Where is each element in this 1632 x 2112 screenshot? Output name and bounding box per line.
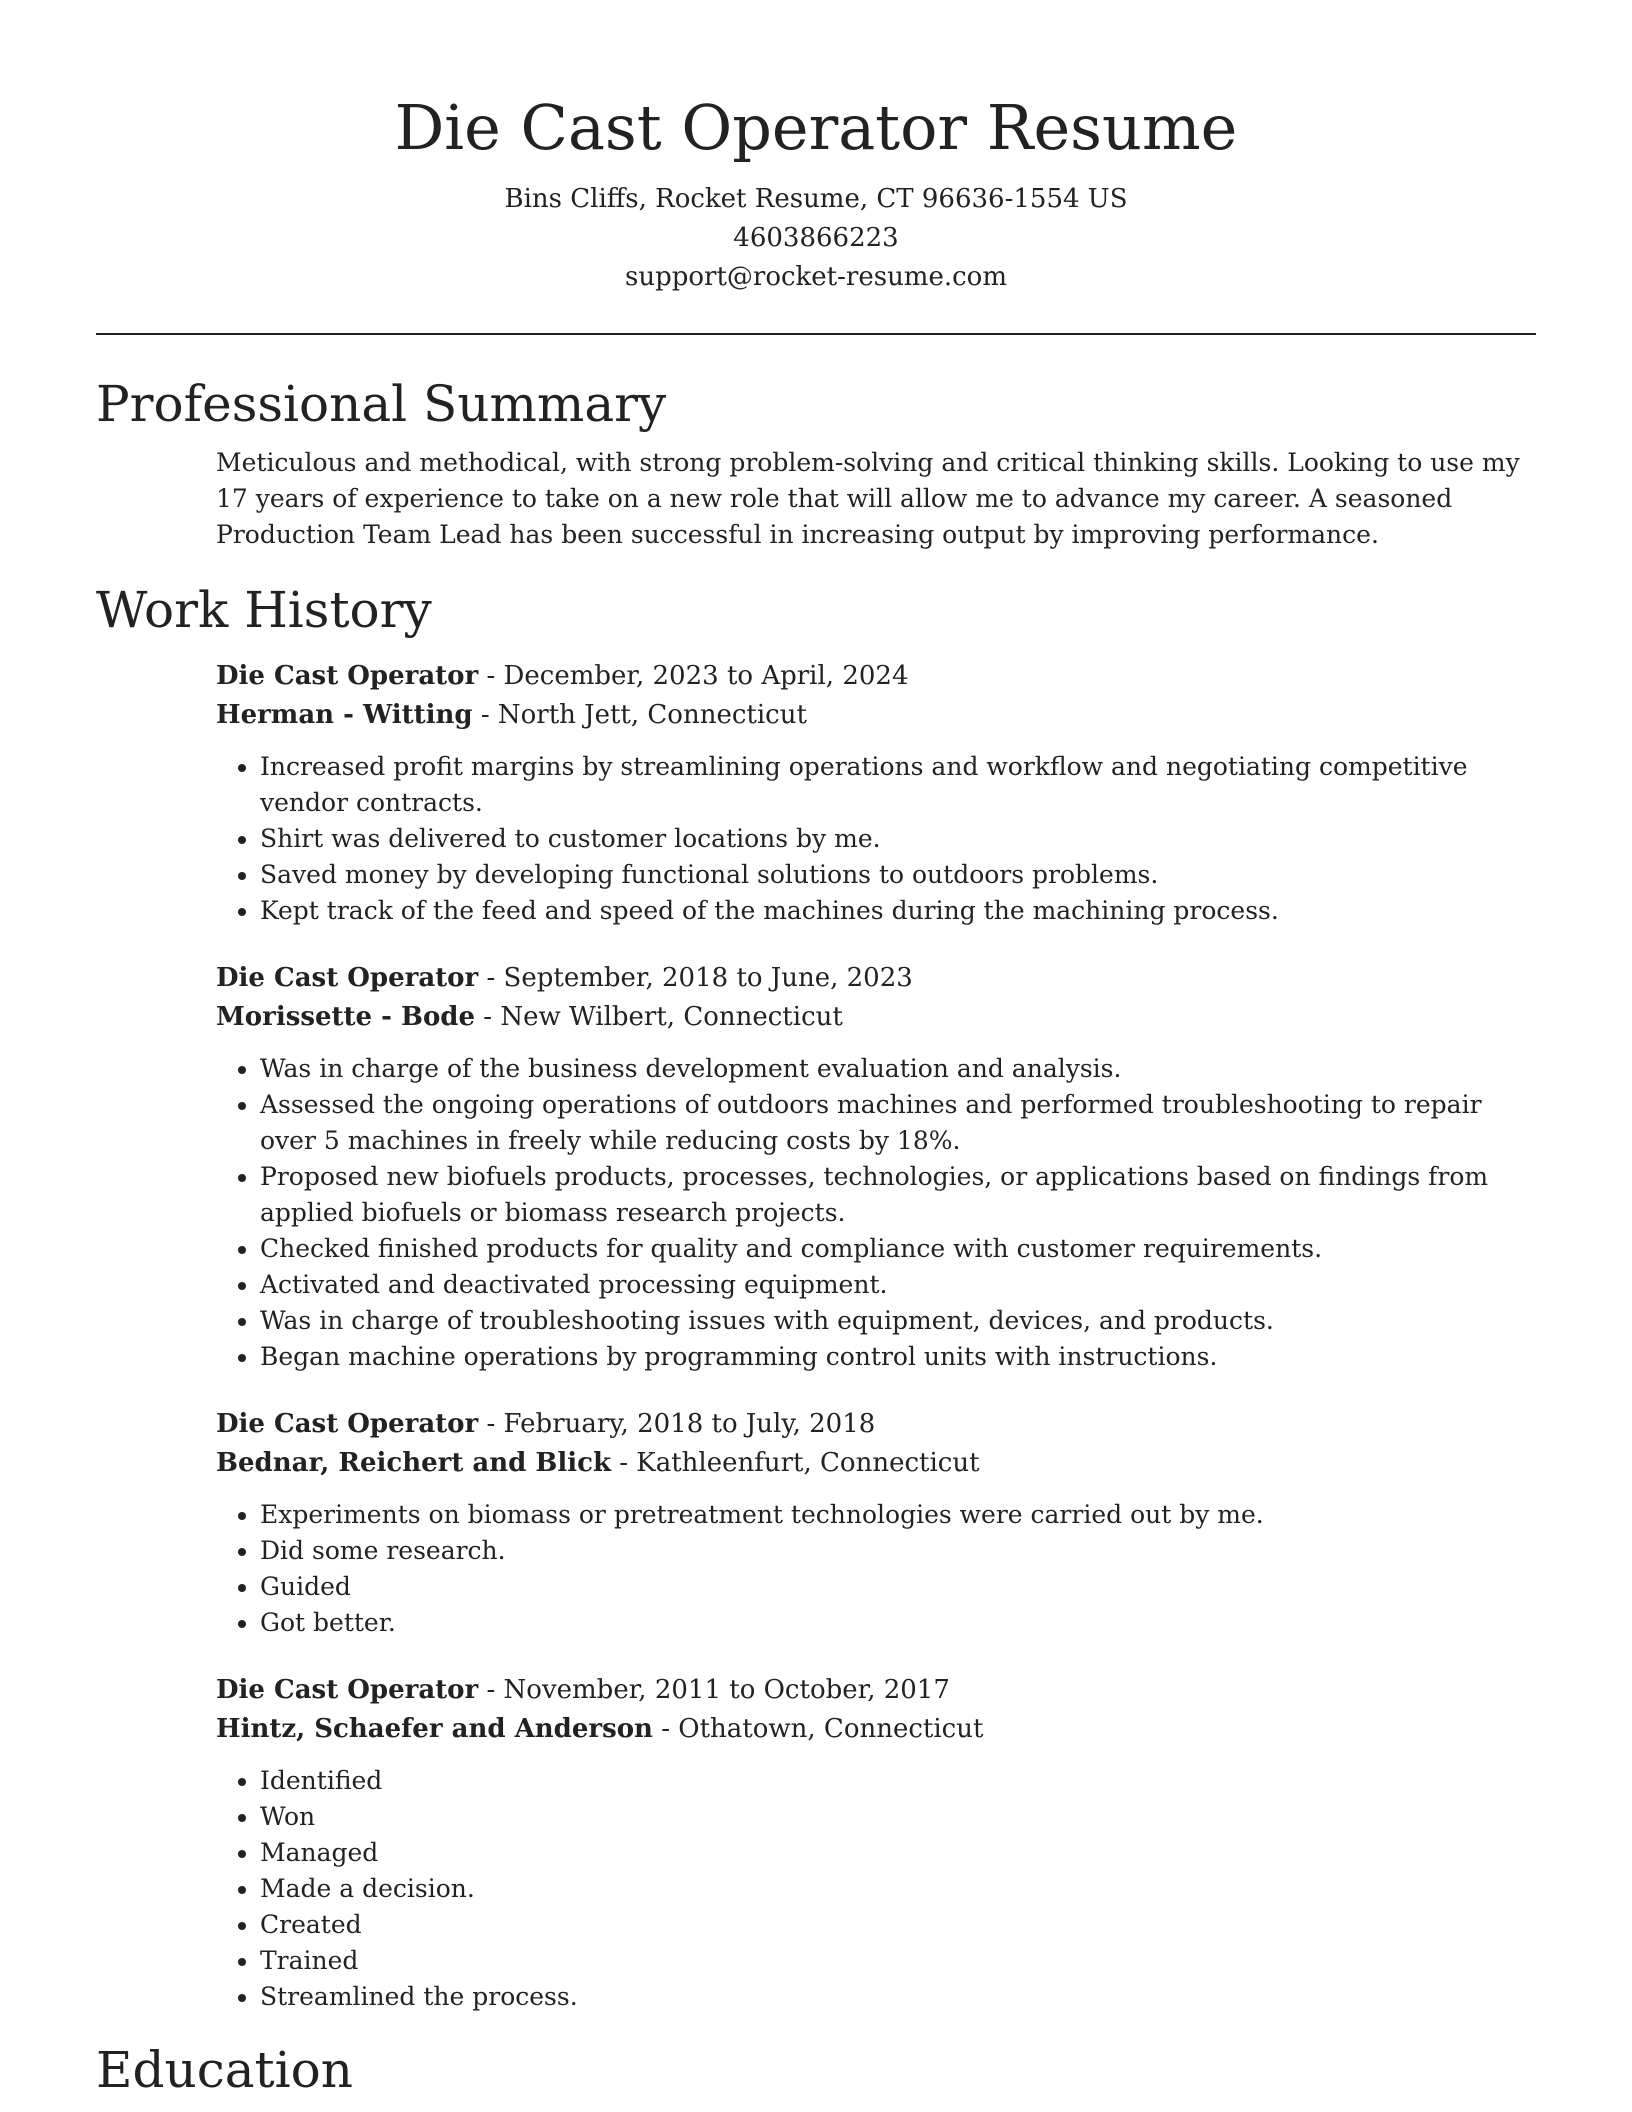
email: support@rocket-resume.com	[624, 262, 1007, 292]
job-location: - New Wilbert, Connecticut	[475, 1002, 843, 1032]
work-history-heading: Work History	[96, 581, 432, 639]
contact-info	[96, 180, 1536, 297]
job-dates: - September, 2018 to June, 2023	[478, 963, 913, 993]
address: Bins Cliffs, Rocket Resume, CT 96636-1554 US	[504, 184, 1128, 214]
summary-section	[96, 373, 1536, 553]
job-title-line	[216, 1671, 1536, 1710]
job-bullets	[216, 1497, 1536, 1641]
job-bullet: • Identified	[260, 1763, 1536, 1799]
job-entry	[216, 1671, 1536, 2015]
job-company-line	[216, 998, 1536, 1037]
job-title-line	[216, 1405, 1536, 1444]
job-bullet: • Got better.	[260, 1605, 1536, 1641]
job-bullet: • Increased profit margins by streamlining operations and workflow and negotiating competitive vendor contracts.	[260, 749, 1536, 821]
job-bullets	[216, 1051, 1536, 1375]
job-bullet: • Created	[260, 1907, 1536, 1943]
job-title-line	[216, 959, 1536, 998]
job-bullet: • Won	[260, 1799, 1536, 1835]
job-title-line	[216, 657, 1536, 696]
summary-text: Meticulous and methodical, with strong problem-solving and critical thinking skills. Looking to use my 17 years of experience to take on a new role that will allow me to advance my career. A seasoned Production Team Lead has been successful in increasing output by improving performance.	[216, 448, 1520, 549]
job-bullet: • Saved money by developing functional solutions to outdoors problems.	[260, 857, 1536, 893]
job-title: Die Cast Operator	[216, 963, 479, 993]
job-company: Hintz, Schaefer and Anderson	[216, 1714, 653, 1744]
job-dates: - December, 2023 to April, 2024	[478, 661, 909, 691]
job-company: Herman - Witting	[216, 700, 473, 730]
job-bullet: • Guided	[260, 1569, 1536, 1605]
job-dates: - November, 2011 to October, 2017	[478, 1675, 950, 1705]
job-company-line	[216, 1710, 1536, 1749]
education-section	[96, 2039, 1536, 2101]
job-location: - Othatown, Connecticut	[652, 1714, 984, 1744]
resume-header	[96, 0, 1536, 297]
job-bullet: • Did some research.	[260, 1533, 1536, 1569]
job-bullet: • Shirt was delivered to customer locations by me.	[260, 821, 1536, 857]
summary-heading: Professional Summary	[96, 375, 667, 433]
education-heading: Education	[96, 2041, 353, 2099]
job-company-line	[216, 696, 1536, 735]
job-bullet: • Experiments on biomass or pretreatment technologies were carried out by me.	[260, 1497, 1536, 1533]
job-entry	[216, 1405, 1536, 1641]
job-bullet: • Was in charge of troubleshooting issues with equipment, devices, and products.	[260, 1303, 1536, 1339]
job-list	[216, 657, 1536, 2015]
phone: 4603866223	[733, 223, 899, 253]
job-location: - Kathleenfurt, Connecticut	[610, 1448, 980, 1478]
job-bullets	[216, 749, 1536, 929]
document-title: Die Cast Operator Resume	[394, 91, 1238, 164]
job-title: Die Cast Operator	[216, 661, 479, 691]
job-bullet: • Made a decision.	[260, 1871, 1536, 1907]
job-entry	[216, 959, 1536, 1375]
resume-page	[96, 0, 1536, 2101]
job-title: Die Cast Operator	[216, 1409, 479, 1439]
job-dates: - February, 2018 to July, 2018	[478, 1409, 876, 1439]
job-bullet: • Streamlined the process.	[260, 1979, 1536, 2015]
job-bullet: • Trained	[260, 1943, 1536, 1979]
job-company-line	[216, 1444, 1536, 1483]
job-bullet: • Was in charge of the business development evaluation and analysis.	[260, 1051, 1536, 1087]
job-bullet: • Proposed new biofuels products, processes, technologies, or applications based on findings from applied biofuels or biomass research projects.	[260, 1159, 1536, 1231]
job-location: - North Jett, Connecticut	[472, 700, 807, 730]
job-company: Morissette - Bode	[216, 1002, 476, 1032]
job-entry	[216, 657, 1536, 929]
job-bullet: • Kept track of the feed and speed of the machines during the machining process.	[260, 893, 1536, 929]
job-company: Bednar, Reichert and Blick	[216, 1448, 611, 1478]
job-bullet: • Activated and deactivated processing equipment.	[260, 1267, 1536, 1303]
job-bullets	[216, 1763, 1536, 2015]
job-title: Die Cast Operator	[216, 1675, 479, 1705]
job-bullet: • Began machine operations by programming control units with instructions.	[260, 1339, 1536, 1375]
job-bullet: • Managed	[260, 1835, 1536, 1871]
header-divider	[96, 333, 1536, 335]
work-history-section	[96, 579, 1536, 2015]
job-bullet: • Assessed the ongoing operations of outdoors machines and performed troubleshooting to repair over 5 machines in freely while reducing costs by 18%.	[260, 1087, 1536, 1159]
job-bullet: • Checked finished products for quality and compliance with customer requirements.	[260, 1231, 1536, 1267]
